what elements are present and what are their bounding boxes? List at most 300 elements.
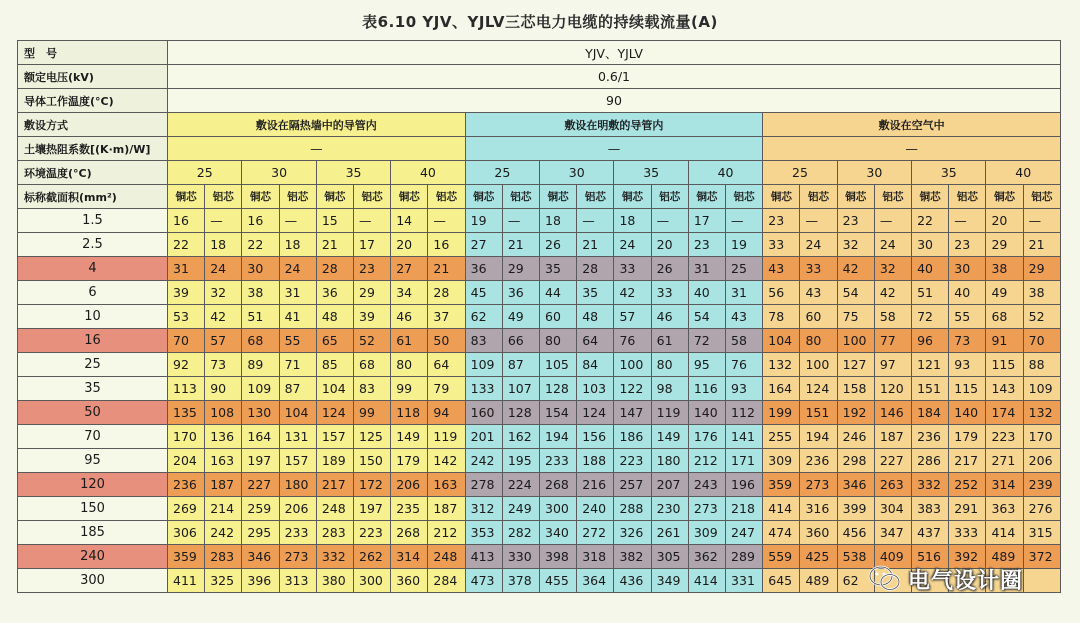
ampacity-cell: 22 [242, 233, 279, 257]
ampacity-cell: — [205, 209, 242, 233]
ampacity-cell: 109 [1023, 377, 1060, 401]
ampacity-cell: 23 [949, 233, 986, 257]
ampacity-cell: 172 [354, 473, 391, 497]
ampacity-cell: 42 [874, 281, 911, 305]
ampacity-cell: 218 [726, 497, 763, 521]
ampacity-cell: 261 [651, 521, 688, 545]
ampacity-cell: 122 [614, 377, 651, 401]
ampacity-cell: 51 [912, 281, 949, 305]
ampacity-cell: 71 [279, 353, 316, 377]
ampacity-cell: 414 [763, 497, 800, 521]
ampacity-cell: 332 [912, 473, 949, 497]
cross-section-cell: 4 [18, 257, 168, 281]
ampacity-cell: 61 [391, 329, 428, 353]
ampacity-cell: 187 [428, 497, 465, 521]
ampacity-cell: 104 [279, 401, 316, 425]
ampacity-cell: 53 [168, 305, 205, 329]
ampacity-cell: 128 [540, 377, 577, 401]
header-row-soil-resistivity [18, 137, 1061, 161]
ampacity-cell: 132 [1023, 401, 1060, 425]
cross-section-cell: 70 [18, 425, 168, 449]
install-method-in-air: 敷设在空气中 [763, 113, 1061, 137]
ampacity-cell: 163 [428, 473, 465, 497]
ampacity-cell: 93 [726, 377, 763, 401]
ampacity-cell: 23 [354, 257, 391, 281]
ampacity-cell: 380 [316, 569, 353, 593]
ampacity-cell [874, 569, 911, 593]
ampacity-cell: 116 [688, 377, 725, 401]
ampacity-cell: 60 [540, 305, 577, 329]
ampacity-cell: 353 [465, 521, 502, 545]
ampacity-cell: 149 [391, 425, 428, 449]
ampacity-cell: 315 [1023, 521, 1060, 545]
ampacity-cell [949, 569, 986, 593]
ampacity-cell: 64 [428, 353, 465, 377]
ampacity-cell: 252 [949, 473, 986, 497]
ampacity-cell: 62 [837, 569, 874, 593]
ampacity-cell: 242 [465, 449, 502, 473]
ampacity-cell: 85 [316, 353, 353, 377]
ampacity-cell: 98 [651, 377, 688, 401]
ampacity-cell: 18 [279, 233, 316, 257]
ampacity-cell [912, 569, 949, 593]
ampacity-cell: 474 [763, 521, 800, 545]
ampacity-cell: 176 [688, 425, 725, 449]
ampacity-cell: 359 [168, 545, 205, 569]
ampacity-cell: 223 [614, 449, 651, 473]
ampacity-cell: 309 [688, 521, 725, 545]
table-row [18, 473, 1061, 497]
ampacity-cell: — [726, 209, 763, 233]
ampacity-cell: 273 [279, 545, 316, 569]
ampacity-cell: 184 [912, 401, 949, 425]
ampacity-cell: 143 [986, 377, 1023, 401]
ampacity-cell: 26 [540, 233, 577, 257]
table-row [18, 377, 1061, 401]
ampacity-cell: 124 [316, 401, 353, 425]
table-title: 表6.10 YJV、YJLV三芯电力电缆的持续载流量(A) [362, 13, 718, 31]
ampacity-cell: 31 [168, 257, 205, 281]
ampacity-cell: 131 [279, 425, 316, 449]
ampacity-cell: 171 [726, 449, 763, 473]
ampacity-cell: 32 [837, 233, 874, 257]
ampacity-cell: 23 [763, 209, 800, 233]
ampacity-cell: 31 [726, 281, 763, 305]
ampacity-cell: 179 [391, 449, 428, 473]
ampacity-cell: 39 [354, 305, 391, 329]
ampacity-cell: — [949, 209, 986, 233]
ampacity-cell: 100 [614, 353, 651, 377]
ampacity-cell: 31 [688, 257, 725, 281]
ampacity-cell: 36 [465, 257, 502, 281]
ampacity-cell: 80 [391, 353, 428, 377]
ampacity-cell: 151 [800, 401, 837, 425]
cross-section-cell: 1.5 [18, 209, 168, 233]
install-method-insulated-wall: 敷设在隔热墙中的导管内 [168, 113, 466, 137]
ampacity-cell: 346 [242, 545, 279, 569]
ampacity-cell: 100 [837, 329, 874, 353]
ampacity-cell: 157 [279, 449, 316, 473]
ampacity-cell: 99 [391, 377, 428, 401]
table-row [18, 449, 1061, 473]
table-row [18, 425, 1061, 449]
ampacity-cell: 80 [800, 329, 837, 353]
ampacity-cell: 96 [912, 329, 949, 353]
ampacity-cell: 269 [168, 497, 205, 521]
ampacity-cell: 77 [874, 329, 911, 353]
ampacity-cell: 16 [428, 233, 465, 257]
ampacity-cell [986, 569, 1023, 593]
ampacity-cell: 314 [391, 545, 428, 569]
material-copper: 铜芯 [391, 185, 428, 209]
ampacity-cell: 330 [502, 545, 539, 569]
ambient-temp-label: 环境温度(°C) [18, 161, 168, 185]
ampacity-cell: 206 [279, 497, 316, 521]
ampacity-cell: 273 [800, 473, 837, 497]
ampacity-cell: 33 [800, 257, 837, 281]
material-aluminum: 铝芯 [428, 185, 465, 209]
ampacity-cell: 113 [168, 377, 205, 401]
material-aluminum: 铝芯 [800, 185, 837, 209]
ampacity-cell: 227 [874, 449, 911, 473]
ampacity-cell: 115 [986, 353, 1023, 377]
ampacity-cell: 206 [391, 473, 428, 497]
ampacity-cell: 40 [688, 281, 725, 305]
ampacity-cell: 233 [279, 521, 316, 545]
ampacity-cell: 124 [800, 377, 837, 401]
ampacity-cell: 24 [279, 257, 316, 281]
ampacity-cell: 104 [316, 377, 353, 401]
ampacity-cell: 236 [800, 449, 837, 473]
ampacity-cell: 24 [874, 233, 911, 257]
material-aluminum: 铝芯 [502, 185, 539, 209]
ampacity-cell: 49 [986, 281, 1023, 305]
ampacity-cell: 94 [428, 401, 465, 425]
ampacity-cell: 29 [502, 257, 539, 281]
ampacity-cell: 473 [465, 569, 502, 593]
ampacity-cell: 90 [205, 377, 242, 401]
header-row-conductor-temp [18, 89, 1061, 113]
ampacity-cell: 359 [763, 473, 800, 497]
ampacity-cell: 199 [763, 401, 800, 425]
ampacity-cell: 300 [354, 569, 391, 593]
ambient-temp-cell: 25 [168, 161, 242, 185]
ampacity-cell: 201 [465, 425, 502, 449]
ampacity-cell: 44 [540, 281, 577, 305]
ampacity-cell: 268 [540, 473, 577, 497]
ampacity-cell: — [354, 209, 391, 233]
ampacity-cell: 399 [837, 497, 874, 521]
ampacity-cell: 38 [986, 257, 1023, 281]
ampacity-cell: 49 [502, 305, 539, 329]
ampacity-cell: 75 [837, 305, 874, 329]
header-row-model [18, 41, 1061, 65]
ampacity-cell: 125 [354, 425, 391, 449]
material-copper: 铜芯 [614, 185, 651, 209]
ampacity-cell: 247 [726, 521, 763, 545]
ambient-temp-cell: 30 [242, 161, 316, 185]
material-aluminum: 铝芯 [1023, 185, 1060, 209]
ampacity-cell: 124 [577, 401, 614, 425]
ampacity-cell: 273 [688, 497, 725, 521]
ambient-temp-cell: 35 [316, 161, 390, 185]
ampacity-cell: 46 [651, 305, 688, 329]
ampacity-cell: 150 [354, 449, 391, 473]
ampacity-cell: 314 [986, 473, 1023, 497]
ampacity-cell: 119 [428, 425, 465, 449]
ampacity-cell: 349 [651, 569, 688, 593]
ampacity-cell: 107 [502, 377, 539, 401]
ampacity-cell: 538 [837, 545, 874, 569]
ampacity-cell: 72 [912, 305, 949, 329]
ampacity-cell: 312 [465, 497, 502, 521]
conductor-temp-label: 导体工作温度(°C) [18, 89, 168, 113]
ampacity-cell: 286 [912, 449, 949, 473]
ampacity-cell: 437 [912, 521, 949, 545]
ampacity-cell: 70 [168, 329, 205, 353]
cross-section-cell: 6 [18, 281, 168, 305]
table-row [18, 209, 1061, 233]
ampacity-cell: 80 [651, 353, 688, 377]
ambient-temp-cell: 25 [465, 161, 539, 185]
ampacity-cell: 304 [874, 497, 911, 521]
ampacity-cell: 16 [242, 209, 279, 233]
ampacity-cell: 160 [465, 401, 502, 425]
material-copper: 铜芯 [688, 185, 725, 209]
ampacity-cell: 187 [205, 473, 242, 497]
cross-section-cell: 120 [18, 473, 168, 497]
ampacity-cell: — [800, 209, 837, 233]
ampacity-cell: 154 [540, 401, 577, 425]
ambient-temp-cell: 35 [912, 161, 986, 185]
ampacity-cell: 30 [912, 233, 949, 257]
header-row-cross-section [18, 185, 1061, 209]
ampacity-cell: 52 [354, 329, 391, 353]
ambient-temp-cell: 30 [540, 161, 614, 185]
ampacity-cell: 163 [205, 449, 242, 473]
ampacity-cell: 93 [949, 353, 986, 377]
ampacity-cell: 52 [1023, 305, 1060, 329]
table-row [18, 497, 1061, 521]
ampacity-cell: 28 [316, 257, 353, 281]
ampacity-cell: 41 [279, 305, 316, 329]
ampacity-cell: 364 [577, 569, 614, 593]
ampacity-cell: 305 [651, 545, 688, 569]
ampacity-cell: 309 [763, 449, 800, 473]
ampacity-cell: 489 [986, 545, 1023, 569]
ampacity-cell: 313 [279, 569, 316, 593]
ampacity-cell: 48 [316, 305, 353, 329]
ampacity-cell: 204 [168, 449, 205, 473]
ampacity-cell: 289 [726, 545, 763, 569]
material-aluminum: 铝芯 [354, 185, 391, 209]
ampacity-cell: 212 [428, 521, 465, 545]
ampacity-cell: 17 [354, 233, 391, 257]
ampacity-cell: 29 [354, 281, 391, 305]
table-row [18, 281, 1061, 305]
ampacity-cell: — [1023, 209, 1060, 233]
ampacity-cell: 37 [428, 305, 465, 329]
material-aluminum: 铝芯 [279, 185, 316, 209]
ampacity-cell: 140 [688, 401, 725, 425]
ampacity-cell: — [651, 209, 688, 233]
ampacity-cell: 58 [874, 305, 911, 329]
ampacity-cell: 436 [614, 569, 651, 593]
ampacity-cell: 97 [874, 353, 911, 377]
ampacity-cell: 99 [354, 401, 391, 425]
ampacity-cell: 149 [651, 425, 688, 449]
ampacity-cell: 57 [614, 305, 651, 329]
cross-section-cell: 240 [18, 545, 168, 569]
ampacity-cell: 22 [168, 233, 205, 257]
ampacity-cell: 68 [986, 305, 1023, 329]
install-method-label: 敷设方式 [18, 113, 168, 137]
ampacity-cell: 92 [168, 353, 205, 377]
ampacity-cell: 194 [540, 425, 577, 449]
ampacity-cell: 284 [428, 569, 465, 593]
ampacity-cell: 425 [800, 545, 837, 569]
ampacity-cell: 645 [763, 569, 800, 593]
header-row-voltage [18, 65, 1061, 89]
table-row [18, 521, 1061, 545]
ambient-temp-cell: 40 [688, 161, 762, 185]
ampacity-cell: 372 [1023, 545, 1060, 569]
ampacity-cell: 235 [391, 497, 428, 521]
ampacity-cell: 414 [986, 521, 1023, 545]
ampacity-cell: 326 [614, 521, 651, 545]
ampacity-cell: 413 [465, 545, 502, 569]
ampacity-cell: 156 [577, 425, 614, 449]
ampacity-cell: 62 [465, 305, 502, 329]
ampacity-cell: 259 [242, 497, 279, 521]
ampacity-cell: 20 [651, 233, 688, 257]
ampacity-cell: 109 [465, 353, 502, 377]
ampacity-cell: 18 [205, 233, 242, 257]
ampacity-cell: 340 [540, 521, 577, 545]
ampacity-cell: 104 [763, 329, 800, 353]
ambient-temp-cell: 30 [837, 161, 911, 185]
ampacity-cell: 95 [688, 353, 725, 377]
ampacity-cell: 489 [800, 569, 837, 593]
ampacity-cell: 206 [1023, 449, 1060, 473]
ampacity-cell: 121 [912, 353, 949, 377]
ampacity-cell: 288 [614, 497, 651, 521]
ampacity-cell: 42 [205, 305, 242, 329]
install-method-surface-conduit: 敷设在明敷的导管内 [465, 113, 763, 137]
ampacity-cell: 45 [465, 281, 502, 305]
ampacity-cell: 24 [205, 257, 242, 281]
ampacity-cell: 51 [242, 305, 279, 329]
ampacity-cell: 174 [986, 401, 1023, 425]
ampacity-cell: 35 [540, 257, 577, 281]
ampacity-cell: 180 [279, 473, 316, 497]
ampacity-cell: 54 [837, 281, 874, 305]
table-row [18, 353, 1061, 377]
ampacity-cell: 248 [428, 545, 465, 569]
soil-resistivity-value-2: — [465, 137, 763, 161]
ampacity-cell: 132 [763, 353, 800, 377]
cross-section-cell: 10 [18, 305, 168, 329]
material-copper: 铜芯 [242, 185, 279, 209]
ampacity-cell: 115 [949, 377, 986, 401]
ambient-temp-cell: 40 [986, 161, 1061, 185]
ampacity-cell: 378 [502, 569, 539, 593]
ampacity-cell: 291 [949, 497, 986, 521]
ampacity-cell: 239 [1023, 473, 1060, 497]
table-row [18, 305, 1061, 329]
ampacity-cell: 20 [986, 209, 1023, 233]
ampacity-cell: 146 [874, 401, 911, 425]
ampacity-cell: 318 [577, 545, 614, 569]
ampacity-cell: 333 [949, 521, 986, 545]
ampacity-cell: 346 [837, 473, 874, 497]
ampacity-cell: 73 [205, 353, 242, 377]
ampacity-cell: 21 [577, 233, 614, 257]
ampacity-cell: 76 [614, 329, 651, 353]
ampacity-cell: 271 [986, 449, 1023, 473]
ampacity-cell: 112 [726, 401, 763, 425]
ampacity-cell: 30 [242, 257, 279, 281]
ampacity-cell: 516 [912, 545, 949, 569]
ampacity-cell: 187 [874, 425, 911, 449]
ampacity-cell: 21 [1023, 233, 1060, 257]
ampacity-cell: 133 [465, 377, 502, 401]
ampacity-cell: 100 [800, 353, 837, 377]
ampacity-cell: 33 [614, 257, 651, 281]
table-row [18, 401, 1061, 425]
cross-section-cell: 50 [18, 401, 168, 425]
ampacity-cell: 65 [316, 329, 353, 353]
ampacity-cell: 392 [949, 545, 986, 569]
ampacity-cell: 34 [391, 281, 428, 305]
ampacity-cell: 300 [540, 497, 577, 521]
ampacity-cell: 194 [800, 425, 837, 449]
ampacity-cell: 224 [502, 473, 539, 497]
ampacity-cell: 227 [242, 473, 279, 497]
ampacity-cell: — [279, 209, 316, 233]
ampacity-cell: 216 [577, 473, 614, 497]
ampacity-cell: 223 [986, 425, 1023, 449]
table-row [18, 569, 1061, 593]
ampacity-cell: 17 [688, 209, 725, 233]
ampacity-cell: 363 [986, 497, 1023, 521]
ampacity-cell: — [428, 209, 465, 233]
material-aluminum: 铝芯 [726, 185, 763, 209]
ampacity-cell: 18 [614, 209, 651, 233]
ampacity-cell: 19 [465, 209, 502, 233]
ampacity-cell: 158 [837, 377, 874, 401]
ambient-temp-cell: 40 [391, 161, 465, 185]
ampacity-cell: 151 [912, 377, 949, 401]
ampacity-cell: 20 [391, 233, 428, 257]
ampacity-cell: 43 [763, 257, 800, 281]
ampacity-cell: 22 [912, 209, 949, 233]
ampacity-cell: 39 [168, 281, 205, 305]
ampacity-cell: 414 [688, 569, 725, 593]
ampacity-cell: 78 [763, 305, 800, 329]
ampacity-cell: 43 [800, 281, 837, 305]
ampacity-cell: 21 [316, 233, 353, 257]
ampacity-cell: 195 [502, 449, 539, 473]
ampacity-cell: 109 [242, 377, 279, 401]
ampacity-cell: 27 [465, 233, 502, 257]
ampacity-cell: 89 [242, 353, 279, 377]
ampacity-cell: 40 [912, 257, 949, 281]
ampacity-cell: 56 [763, 281, 800, 305]
ampacity-cell: 192 [837, 401, 874, 425]
ampacity-cell: 455 [540, 569, 577, 593]
ampacity-cell: 55 [279, 329, 316, 353]
